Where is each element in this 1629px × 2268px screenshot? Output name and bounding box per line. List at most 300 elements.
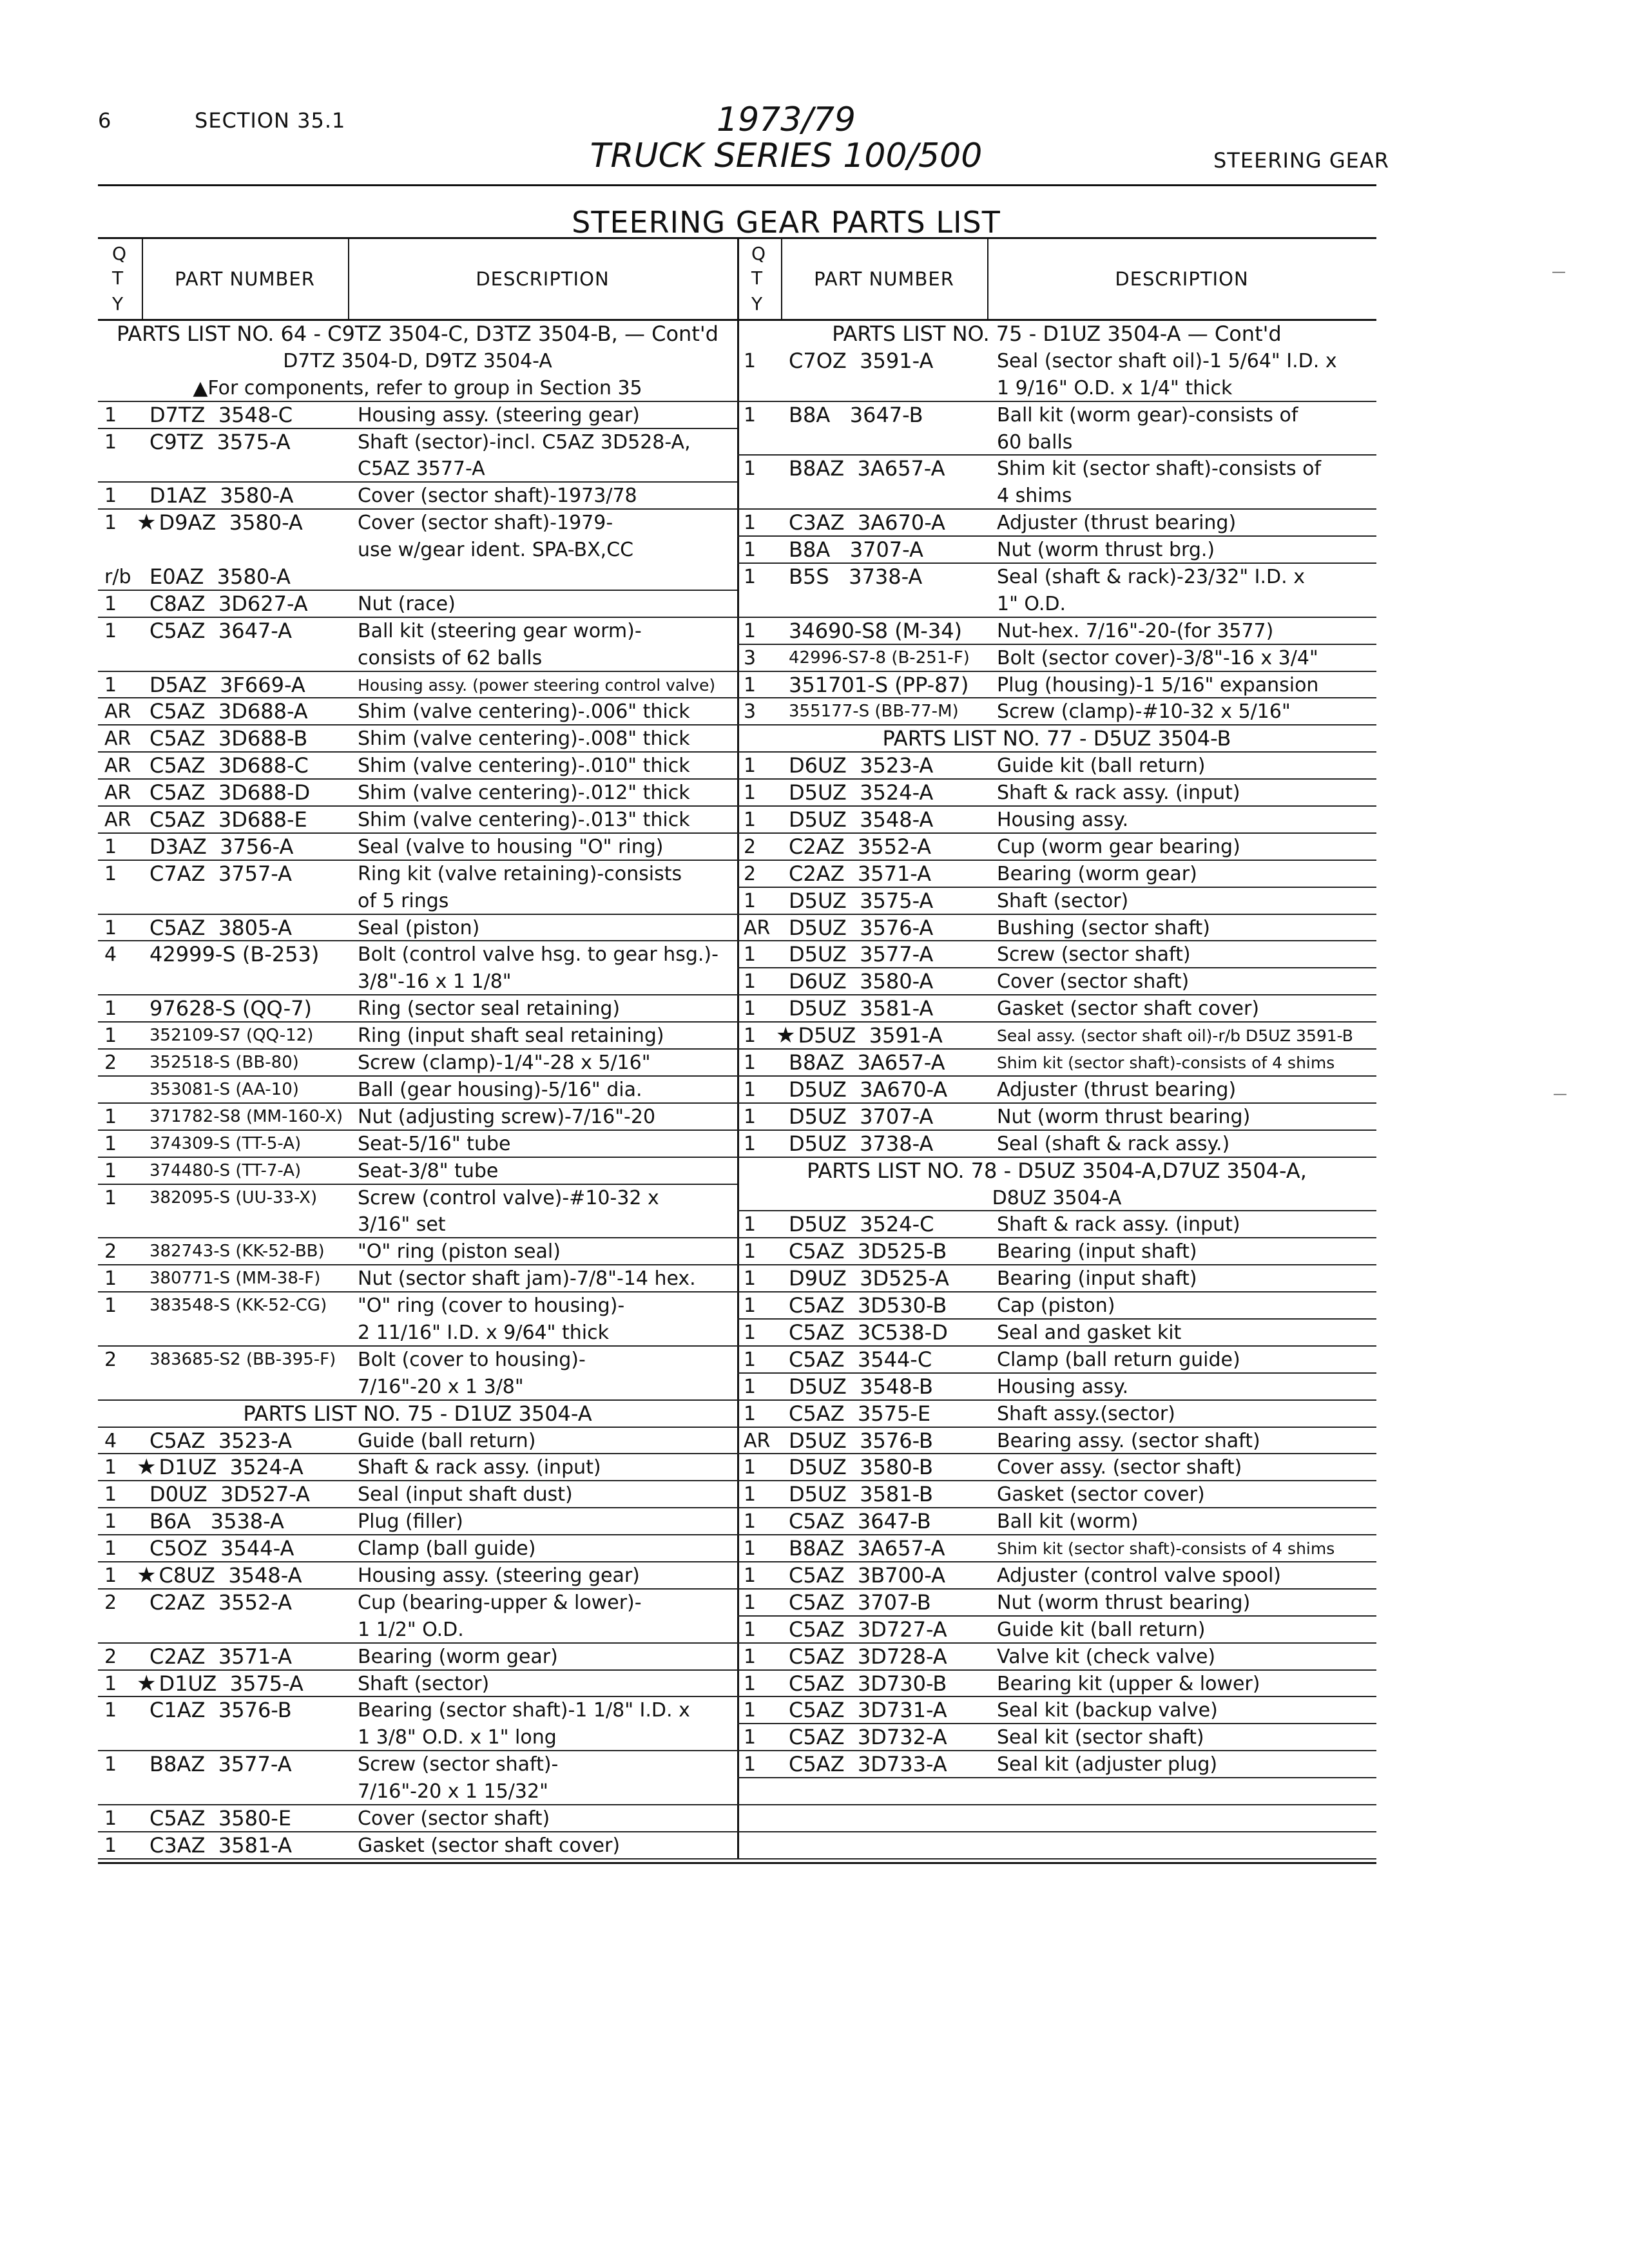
part-number-text: C5AZ 3D732-A [789,1725,947,1750]
part-number-cell [789,861,931,888]
description-cell: Shim (valve centering)-.008" thick [358,727,690,751]
table-row [98,861,737,888]
description-cell: Nut (worm thrust brg.) [997,539,1215,562]
table-row [98,941,737,968]
part-number-cell [789,1671,947,1698]
table-row [98,807,737,834]
table-row [98,915,737,942]
part-number-cell [149,1697,292,1724]
part-number-text: C5AZ 3C538-D [789,1320,948,1345]
part-number-cell [149,1751,292,1778]
table-row [98,1481,737,1508]
description-cell: C5AZ 3577-A [358,457,485,481]
left-parts-table [98,237,739,1860]
part-number-cell [789,1535,945,1562]
description-header: DESCRIPTION [476,268,610,290]
part-number-cell [149,429,291,456]
description-cell: use w/gear ident. SPA-BX,CC [358,539,634,562]
part-number-text: D6UZ 3580-A [789,969,934,994]
table-row [737,1697,1376,1724]
qty-cell: AR [104,700,131,724]
part-number-cell [789,456,945,483]
part-number-cell [789,1131,933,1158]
description-cell: Bearing (sector shaft)-1 1/8" I.D. x [358,1699,690,1722]
table-row [98,753,737,780]
part-number-cell [149,1050,299,1077]
table-row [98,1535,737,1562]
description-cell: Shim (valve centering)-.012" thick [358,782,690,805]
table-row [737,1535,1376,1562]
qty-cell: 2 [744,835,757,858]
part-number-cell [789,1347,932,1374]
description-cell: "O" ring (cover to housing)- [358,1294,625,1318]
table-row [737,1617,1376,1644]
part-number-cell [776,1023,943,1050]
qty-cell: 1 [744,1645,757,1668]
part-number-text: C5AZ 3647-A [149,618,293,643]
description-cell: 60 balls [997,430,1073,454]
table-row [98,1805,737,1832]
description-cell: Bolt (cover to housing)- [358,1348,586,1371]
part-number-cell [149,1265,320,1293]
part-number-text: D5UZ 3738-A [789,1131,934,1156]
part-number-cell [149,915,292,942]
description-cell: Ball kit (worm) [997,1510,1139,1533]
description-cell: 2 11/16" I.D. x 9/64" thick [358,1321,609,1344]
part-number-header: PART NUMBER [781,239,988,319]
description-cell: Adjuster (thrust bearing) [997,512,1237,535]
part-number-cell [149,1131,301,1158]
part-number-text: D1AZ 3580-A [149,483,294,508]
part-number-text: C5AZ 3D728-A [789,1644,947,1669]
part-number-text: 380771-S (MM-38-F) [149,1269,321,1289]
part-number-text: C5AZ 3580-E [149,1805,292,1831]
part-number-cell [149,1158,301,1185]
description-cell: Gasket (sector shaft cover) [997,997,1260,1021]
description-cell: 1" O.D. [997,592,1066,615]
parts-list-heading [737,321,1376,348]
table-row [98,1158,737,1185]
description-cell: Cover (sector shaft)-1973/78 [358,485,637,508]
table-row [98,672,737,699]
part-number-cell [149,1644,292,1671]
part-number-cell [137,1562,302,1590]
description-cell: Clamp (ball guide) [358,1537,536,1561]
qty-cell: 1 [104,512,117,535]
description-cell: Housing assy. [997,1375,1129,1398]
part-number-cell [149,1832,292,1860]
part-number-cell [789,1481,933,1508]
section-label: SECTION 35.1 [195,108,346,133]
heading-text: PARTS LIST NO. 64 - C9TZ 3504-C, D3TZ 3504-B, — Cont'd [117,322,718,346]
description-cell: Seat-5/16" tube [358,1132,511,1155]
part-number-cell [149,1508,284,1535]
part-number-text: D1UZ 3524-A [159,1455,304,1480]
part-number-text: D5UZ 3581-A [789,996,934,1021]
part-number-cell [789,1508,931,1535]
part-number-cell [137,1671,304,1698]
table-row [98,591,737,618]
table-row [737,1320,1376,1347]
part-number-text: C5AZ 3544-C [789,1347,932,1372]
qty-cell: 1 [104,1807,117,1830]
description-cell: Screw (clamp)-1/4"-28 x 5/16" [358,1052,651,1075]
table-row [737,429,1376,456]
qty-cell: 1 [104,1672,117,1695]
part-number-cell [789,348,933,375]
part-number-cell [789,1401,930,1428]
table-row [98,375,737,402]
part-number-text: 383685-S2 (BB-395-F) [149,1349,336,1369]
table-row [98,456,737,483]
part-number-text: 374309-S (TT-5-A) [149,1133,302,1153]
description-cell: Screw (clamp)-#10-32 x 5/16" [997,700,1291,724]
description-cell: Bearing assy. (sector shaft) [997,1429,1260,1452]
qty-cell: 1 [744,970,757,994]
part-number-cell [789,1751,947,1778]
right-table-body [737,321,1376,1860]
qty-letter: Y [751,293,763,314]
table-row [737,834,1376,861]
table-row [98,1320,737,1347]
table-row [737,1724,1376,1751]
part-number-text: C2AZ 3571-A [789,861,932,886]
qty-cell: 1 [744,1618,757,1641]
table-row [737,780,1376,807]
table-row [98,1347,737,1374]
qty-cell: 1 [744,1024,757,1048]
description-cell: Seal (shaft & rack assy.) [997,1132,1230,1155]
qty-letter: T [751,267,763,289]
part-number-text: 34690-S8 (M-34) [789,618,963,643]
qty-cell: 2 [104,1348,117,1371]
table-row [737,968,1376,995]
part-number-text: D9UZ 3D525-A [789,1266,949,1291]
description-cell: Plug (housing)-1 5/16" expansion [997,673,1319,697]
table-row [737,645,1376,672]
description-cell: Nut (adjusting screw)-7/16"-20 [358,1105,656,1128]
table-row [737,1428,1376,1455]
qty-cell: 2 [104,1645,117,1668]
part-number-text: 374480-S (TT-7-A) [149,1160,302,1180]
table-row [737,1481,1376,1508]
part-number-text: C5AZ 3D525-B [789,1239,947,1264]
description-cell: Cover (sector shaft)-1979- [358,512,613,535]
title-years: 1973/79 [716,101,856,139]
description-cell: Seal (sector shaft oil)-1 5/64" I.D. x [997,349,1337,372]
description-cell: Shaft assy.(sector) [997,1402,1175,1425]
table-row [737,807,1376,834]
qty-cell: 1 [744,1699,757,1722]
part-number-text: 353081-S (AA-10) [149,1079,299,1099]
table-row [737,1401,1376,1428]
part-number-text: C5AZ 3D733-A [789,1752,947,1777]
qty-cell: 1 [744,1483,757,1506]
part-number-cell [789,1077,947,1104]
table-row [98,1077,737,1104]
star-icon: ★ [137,1670,157,1696]
qty-cell: 1 [744,1510,757,1533]
part-number-cell [789,1562,945,1590]
qty-cell: 1 [104,1267,117,1291]
star-icon: ★ [137,510,157,536]
part-number-text: C5AZ 3B700-A [789,1562,945,1588]
description-cell: Bearing (worm gear) [358,1645,558,1668]
part-number-cell [789,753,933,780]
description-cell: 1 1/2" O.D. [358,1618,464,1641]
description-cell: Shim (valve centering)-.006" thick [358,700,690,724]
description-cell: 7/16"-20 x 1 3/8" [358,1375,524,1398]
description-cell: Seal and gasket kit [997,1321,1182,1344]
part-number-cell [789,1293,947,1320]
right-column-header [737,239,1376,321]
part-number-cell [149,1535,294,1562]
table-row [737,564,1376,591]
qty-cell: 1 [744,619,757,642]
description-cell: Ring (input shaft seal retaining) [358,1024,664,1048]
part-number-text: 42999-S (B-253) [149,942,320,967]
description-cell: Seal assy. (sector shaft oil)-r/b D5UZ 3591-B [997,1026,1353,1046]
qty-cell: 4 [104,1429,117,1452]
description-cell: Seal kit (sector shaft) [997,1726,1204,1749]
description-cell: Seal kit (backup valve) [997,1699,1218,1722]
table-row [98,1211,737,1238]
qty-cell: 1 [744,997,757,1021]
part-number-cell [149,591,308,618]
part-number-cell [789,1320,948,1347]
part-number-text: D6UZ 3523-A [789,753,934,778]
heading-continuation: D8UZ 3504-A [992,1186,1122,1209]
right-parts-table [737,237,1376,1860]
qty-cell: 1 [744,1753,757,1776]
part-number-cell [789,645,970,672]
part-number-text: D5AZ 3F669-A [149,672,305,697]
qty-cell: 2 [104,1240,117,1264]
part-number-cell [149,780,310,807]
part-number-cell [789,968,933,995]
qty-cell: 1 [744,539,757,562]
description-cell: Seal (piston) [358,916,480,939]
table-row [98,1778,737,1805]
qty-cell: 1 [744,1726,757,1749]
part-number-cell [789,1265,949,1293]
part-number-cell [149,861,292,888]
table-row [737,510,1376,537]
part-number-text: D3AZ 3756-A [149,834,294,859]
description-cell: Seal kit (adjuster plug) [997,1753,1218,1776]
qty-cell: 1 [104,1132,117,1155]
part-number-cell [149,834,293,861]
part-number-text: C7AZ 3757-A [149,861,293,886]
description-header: DESCRIPTION [1115,268,1249,290]
description-cell: Guide kit (ball return) [997,754,1206,778]
qty-cell: 2 [104,1591,117,1614]
qty-cell: 1 [744,673,757,697]
part-number-cell [149,995,312,1023]
part-number-text: C9TZ 3575-A [149,429,291,454]
qty-cell: AR [744,916,771,939]
part-number-text: C1AZ 3576-B [149,1698,292,1723]
part-number-cell [149,1293,327,1320]
qty-cell: r/b [104,566,131,589]
description-cell: Shaft & rack assy. (input) [997,782,1240,805]
parts-list-heading [737,1158,1376,1185]
part-number-cell [137,1454,304,1481]
part-number-cell [789,1238,947,1265]
description-cell: Shim kit (sector shaft)-consists of [997,457,1322,481]
description-cell: Plug (filler) [358,1510,463,1533]
description-cell: Cap (piston) [997,1294,1115,1318]
part-number-cell [789,672,969,699]
part-number-text: 352518-S (BB-80) [149,1053,299,1073]
part-number-cell [149,1104,343,1131]
table-row [737,888,1376,915]
part-number-cell [789,1211,934,1238]
part-number-text: D5UZ 3524-C [789,1212,934,1237]
description-cell: Bearing (input shaft) [997,1240,1197,1264]
table-row [98,645,737,672]
description-cell: Bearing kit (upper & lower) [997,1672,1260,1695]
qty-cell: AR [104,782,131,805]
qty-cell: 1 [744,1321,757,1344]
qty-letter: Q [751,243,766,264]
part-number-cell [149,1023,313,1050]
part-number-cell [789,1050,945,1077]
description-cell: Gasket (sector shaft cover) [358,1834,621,1857]
part-number-cell [149,1238,325,1265]
part-number-cell [789,1697,947,1724]
left-table-body [98,321,737,1860]
part-number-cell [137,510,303,537]
part-number-text: 382095-S (UU-33-X) [149,1187,318,1207]
qty-cell: 3 [744,700,757,724]
part-number-text: C5AZ 3D688-A [149,699,308,724]
description-cell: Seal (input shaft dust) [358,1483,573,1506]
qty-cell: 1 [104,430,117,454]
description-cell: Screw (sector shaft)- [358,1753,559,1776]
table-row [737,861,1376,888]
qty-cell: 1 [744,1078,757,1101]
description-cell: Screw (control valve)-#10-32 x [358,1186,659,1209]
qty-cell: 1 [744,1294,757,1318]
table-row [737,375,1376,402]
description-cell: Cup (bearing-upper & lower)- [358,1591,642,1614]
part-number-text: C5AZ 3707-B [789,1590,931,1615]
description-cell: of 5 rings [358,889,449,912]
qty-cell: 1 [744,1132,757,1155]
table-row [737,1671,1376,1698]
part-number-text: D5UZ 3707-A [789,1104,934,1129]
heading-continuation: D7TZ 3504-D, D9TZ 3504-A [283,349,552,372]
qty-cell: 1 [744,1456,757,1479]
description-cell: Shaft (sector) [358,1672,490,1695]
table-row [98,1697,737,1724]
description-cell: Cover (sector shaft) [358,1807,550,1830]
description-cell: Housing assy. [997,809,1129,832]
qty-cell: 1 [744,1105,757,1128]
table-row [737,1185,1376,1212]
table-row [98,348,737,375]
qty-cell: AR [744,1429,771,1452]
description-cell: Nut (race) [358,592,456,615]
part-number-text: D5UZ 3A670-A [789,1077,948,1102]
description-cell: Bolt (control valve hsg. to gear hsg.)- [358,943,718,966]
description-cell: Guide (ball return) [358,1429,536,1452]
qty-cell: 1 [744,403,757,427]
part-number-cell [789,941,933,968]
part-number-text: B5S 3738-A [789,564,923,590]
qty-cell: 1 [744,457,757,481]
description-cell: Cover assy. (sector shaft) [997,1456,1242,1479]
description-cell: Seal (valve to housing "O" ring) [358,835,664,858]
title-series: TRUCK SERIES 100/500 [590,137,983,175]
table-row [737,1050,1376,1077]
part-number-text: B6A 3538-A [149,1509,284,1534]
star-icon: ★ [776,1023,796,1049]
heading-text: PARTS LIST NO. 77 - D5UZ 3504-B [882,726,1231,751]
description-cell: Shaft (sector)-incl. C5AZ 3D528-A, [358,430,691,454]
qty-cell: 1 [104,1105,117,1128]
heading-continuation: ▲For components, refer to group in Section 35 [193,376,642,399]
table-row [98,1265,737,1293]
part-number-cell [789,1644,947,1671]
heading-text: PARTS LIST NO. 75 - D1UZ 3504-A [243,1401,592,1426]
qty-cell: 1 [104,1834,117,1857]
part-number-text: B8AZ 3A657-A [789,1536,945,1561]
qty-cell: 1 [744,1375,757,1398]
margin-mark: — [1553,1086,1567,1102]
description-cell: Ball (gear housing)-5/16" dia. [358,1078,642,1101]
header-rule [98,184,1376,186]
table-row [98,483,737,510]
description-cell: 4 shims [997,485,1072,508]
part-number-text: D5UZ 3576-A [789,915,934,940]
part-number-text: D0UZ 3D527-A [149,1482,310,1507]
description-cell: Screw (sector shaft) [997,943,1191,966]
qty-letter: T [112,267,124,289]
table-row [98,1617,737,1644]
part-number-cell [149,1481,310,1508]
description-cell: Bearing (input shaft) [997,1267,1197,1291]
part-number-text: C5AZ 3D730-B [789,1671,947,1696]
qty-cell: 1 [104,1537,117,1561]
part-number-text: D5UZ 3591-A [798,1023,943,1048]
description-cell: Bearing (worm gear) [997,862,1197,885]
table-row [98,968,737,995]
qty-cell: 1 [104,1564,117,1587]
part-number-cell [149,807,307,834]
table-row [98,1374,737,1401]
part-number-text: C7OZ 3591-A [789,348,934,373]
description-cell: 3/16" set [358,1213,446,1236]
part-number-cell [149,753,309,780]
qty-column-header [737,239,782,319]
qty-cell: 1 [104,835,117,858]
part-number-text: D1UZ 3575-A [159,1671,304,1696]
part-number-cell [789,807,933,834]
description-cell: Ring kit (valve retaining)-consists [358,862,682,885]
table-row [98,1131,737,1158]
parts-list-heading [737,726,1376,753]
part-number-cell [149,1077,299,1104]
part-number-text: B8A 3647-B [789,402,923,427]
qty-cell: 1 [104,673,117,697]
table-row [98,1050,737,1077]
table-row [98,1104,737,1131]
part-number-text: B8AZ 3A657-A [789,456,945,481]
table-row [737,915,1376,942]
part-number-cell [789,834,931,861]
